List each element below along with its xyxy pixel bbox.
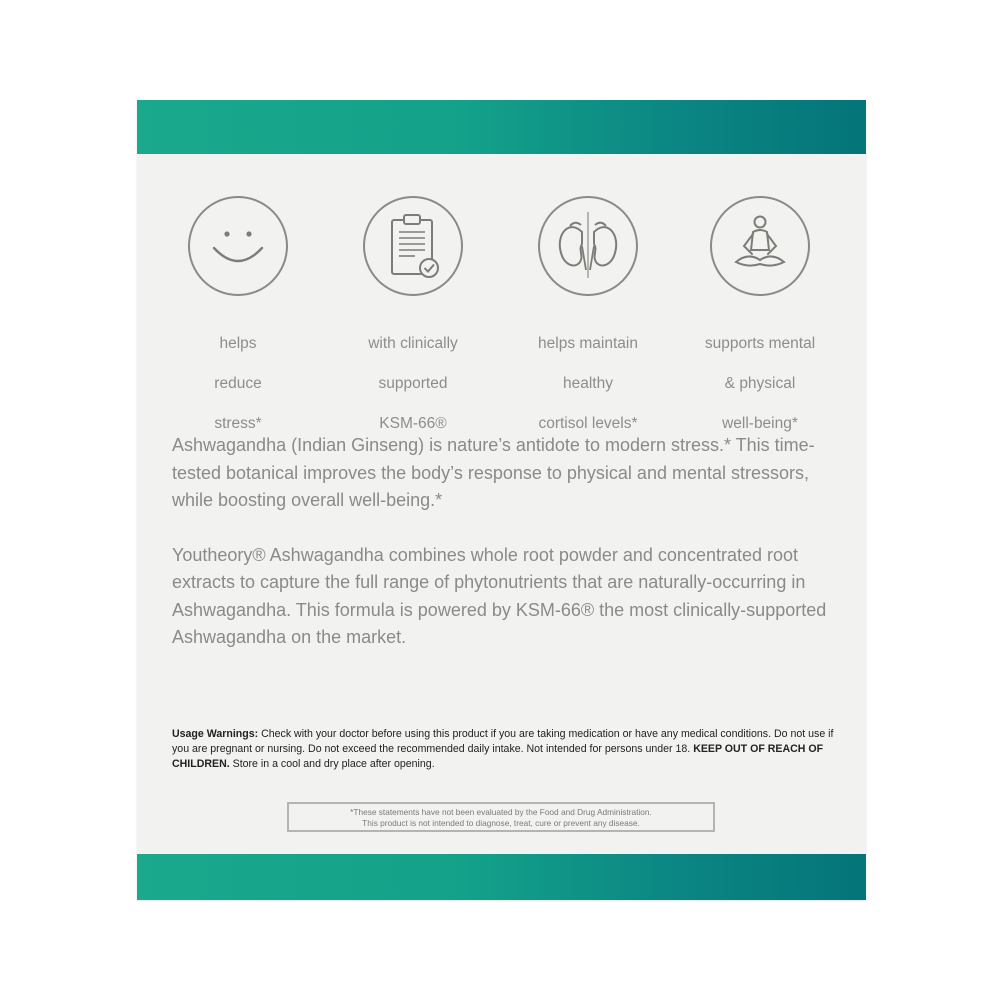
adrenal-kidneys-icon	[538, 196, 638, 296]
smiley-icon	[188, 196, 288, 296]
description-paragraph-2: Youtheory® Ashwagandha combines whole root powder and concentrated root extracts to capture the full range of phytonutrients that are naturally-occurring in Ashwagandha. This formula is powered by KSM-66® the most clinically-supported Ashwagandha on the market.	[172, 544, 827, 647]
description-paragraph-1: Ashwagandha (Indian Ginseng) is nature’s antidote to modern stress.* This time-tested botanical improves the body’s response to physical and mental stressors, while boosting overall well-being.*	[172, 435, 815, 510]
usage-warnings	[172, 727, 837, 772]
warning-emphasis: KEEP OUT OF REACH OF CHILDREN.	[172, 743, 824, 770]
warning-text: Check with your doctor before using this product if you are taking medication or have any medical conditions. Do not use if you are pregnant or nursing. Do not exceed the recommended daily intake. Not intended for persons under 18.	[172, 728, 834, 755]
warning-storage-text: Store in a cool and dry place after opening.	[229, 758, 435, 770]
disclaimer-line-2: This product is not intended to diagnose, treat, cure or prevent any disease.	[362, 818, 640, 828]
warning-heading: Usage Warnings:	[172, 728, 259, 740]
fda-disclaimer	[287, 802, 715, 832]
feature-stress	[153, 196, 323, 454]
feature-ksm66	[328, 196, 498, 454]
feature-label: helps maintain healthy cortisol levels*	[538, 335, 638, 432]
feature-label: supports mental & physical well-being*	[704, 335, 816, 432]
feature-label: with clinically supported KSM-66®	[368, 335, 458, 432]
top-color-band	[137, 100, 866, 154]
product-description	[172, 432, 832, 679]
product-panel	[137, 100, 866, 900]
feature-cortisol	[503, 196, 673, 454]
disclaimer-line-1: *These statements have not been evaluated by the Food and Drug Administration.	[350, 807, 652, 817]
bottom-color-band	[137, 854, 866, 900]
feature-wellbeing	[675, 196, 845, 454]
clipboard-check-icon	[363, 196, 463, 296]
meditation-icon	[710, 196, 810, 296]
feature-label: helps reduce stress*	[214, 335, 262, 432]
feature-icon-row	[137, 196, 866, 432]
